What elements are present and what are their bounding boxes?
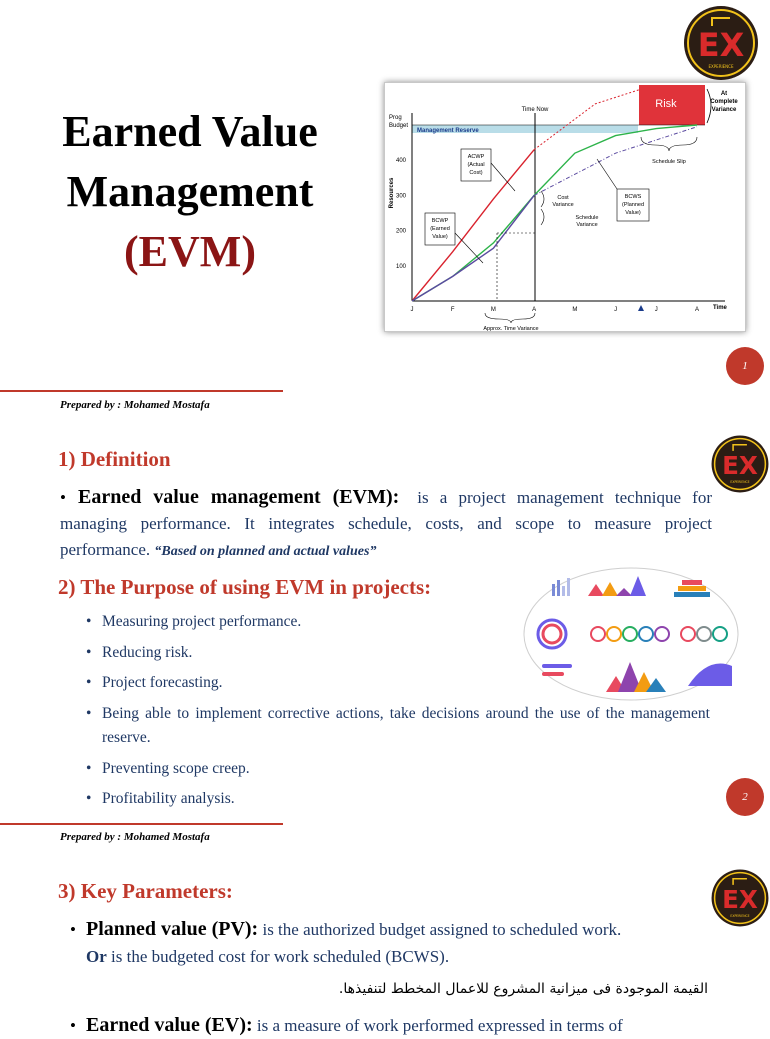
x-tick-label: J <box>654 307 658 313</box>
prepared-by: Prepared by : Mohamed Mostafa <box>60 399 210 411</box>
logo-caption: EXPERIENCE <box>708 64 734 69</box>
pv-text-2: is the budgeted cost for work scheduled (BCWS). <box>106 947 450 966</box>
ex-logo <box>710 434 770 494</box>
slide-2 <box>0 432 768 864</box>
title-line-1: Earned Value <box>62 107 318 156</box>
schedule-variance-annotation <box>541 209 598 228</box>
x-tick-label: M <box>490 307 496 313</box>
pv-or: Or <box>86 947 107 966</box>
x-tick-label: A <box>532 307 537 313</box>
list-item: • Measuring project performance. <box>86 610 506 635</box>
svg-text:Variance: Variance <box>552 202 574 208</box>
svg-text:Cost): Cost) <box>469 170 483 176</box>
definition-term: Earned value management (EVM): <box>78 486 400 508</box>
ev-paragraph <box>70 1012 714 1039</box>
svg-text:(Actual: (Actual <box>467 162 485 168</box>
pv-term: Planned value (PV): <box>86 918 259 940</box>
svg-text:BCWP: BCWP <box>431 218 449 224</box>
page-number: 2 <box>726 778 764 816</box>
marker-triangle <box>638 305 644 311</box>
svg-text:Cost: Cost <box>557 195 569 201</box>
ev-term: Earned value (EV): <box>86 1014 253 1036</box>
y-tick-label: 300 <box>396 193 407 200</box>
definition-text: is a project management technique for managing performance. It integrates schedule, costs, and scope to measure project performance. <box>60 488 712 559</box>
bullet: • <box>70 920 76 939</box>
y-tick-label: 200 <box>396 228 407 235</box>
bcws-annotation <box>597 159 649 221</box>
logo-text: EX <box>722 451 758 480</box>
evm-chart <box>384 82 746 332</box>
list-item: • Preventing scope creep. <box>86 757 710 782</box>
page-number: 1 <box>726 347 764 385</box>
logo-text: EX <box>697 26 745 64</box>
prepared-by: Prepared by : Mohamed Mostafa <box>60 831 210 843</box>
heading-key-parameters: 3) Key Parameters: <box>58 879 233 903</box>
svg-text:Complete: Complete <box>710 99 738 105</box>
bcwp-line <box>412 195 534 301</box>
logo-text: EX <box>722 885 758 914</box>
list-item: • Being able to implement corrective actions, take decisions around the use of the management reserve. <box>86 702 710 751</box>
acwp-annotation <box>461 149 515 191</box>
purpose-list <box>86 610 710 818</box>
heading-purpose: 2) The Purpose of using EVM in projects: <box>58 575 432 599</box>
page-title <box>30 102 350 282</box>
slide-1 <box>0 0 768 432</box>
prog-budget-label <box>389 115 408 129</box>
risk-label: Risk <box>655 98 677 110</box>
svg-text:Schedule: Schedule <box>575 215 599 221</box>
svg-text:BCWS: BCWS <box>624 194 642 200</box>
y-tick-label: 400 <box>396 158 407 165</box>
acwp-forecast-line <box>534 90 639 150</box>
ex-logo <box>682 4 760 82</box>
svg-text:Value): Value) <box>625 210 641 216</box>
svg-text:Schedule Slip: Schedule Slip <box>652 159 686 165</box>
list-item: • Project forecasting. <box>86 671 506 696</box>
title-line-2: Management <box>66 167 314 216</box>
bullet: • <box>70 1016 76 1035</box>
list-item: • Profitability analysis. <box>86 787 710 812</box>
x-ticks <box>411 307 700 313</box>
definition-paragraph <box>60 484 712 565</box>
x-tick-label: J <box>410 307 414 313</box>
footer-rule <box>0 823 283 825</box>
title-line-3: (EVM) <box>124 227 256 276</box>
at-complete-bracket <box>707 89 711 123</box>
pv-arabic-text: القيمة الموجودة فى ميزانية المشروع للاعمال المخطط لتنفيذها. <box>338 981 708 997</box>
svg-text:ACWP: ACWP <box>467 154 485 160</box>
at-complete-variance-label <box>710 91 738 113</box>
approx-time-variance-label: Approx. Time Variance <box>483 326 539 332</box>
logo-caption: EXPERIENCE <box>730 480 750 485</box>
svg-text:Variance: Variance <box>576 222 598 228</box>
cost-variance-annotation <box>541 191 574 208</box>
x-tick-label: J <box>614 307 618 313</box>
bcwp-annotation <box>425 213 483 263</box>
svg-text:(Planned: (Planned <box>621 202 645 208</box>
y-tick-label: 100 <box>396 263 407 270</box>
y-axis-label: Resources <box>389 177 395 209</box>
pv-text: is the authorized budget assigned to scheduled work. <box>258 920 622 939</box>
schedule-slip-annotation <box>641 137 697 165</box>
logo-caption: EXPERIENCE <box>730 914 750 919</box>
bullet: • <box>60 488 66 507</box>
svg-text:Value): Value) <box>432 234 448 240</box>
svg-text:Budget: Budget <box>389 123 409 129</box>
management-reserve-label: Management Reserve <box>417 128 479 134</box>
list-item: • Reducing risk. <box>86 641 506 666</box>
ex-logo <box>710 868 770 928</box>
svg-text:Variance: Variance <box>711 107 737 113</box>
evm-chart-svg <box>385 83 745 331</box>
footer-rule <box>0 390 283 392</box>
svg-text:(Earned: (Earned <box>430 226 450 232</box>
x-tick-label: F <box>450 307 455 313</box>
x-tick-label: A <box>694 307 700 313</box>
y-ticks <box>396 158 407 270</box>
svg-text:Prog: Prog <box>389 115 402 121</box>
heading-definition: 1) Definition <box>58 447 171 471</box>
ev-text: is a measure of work performed expressed in terms of <box>252 1016 623 1035</box>
slide-3 <box>0 864 768 1036</box>
svg-text:At: At <box>720 91 728 97</box>
pv-paragraph <box>70 916 714 970</box>
x-tick-label: M <box>572 307 578 313</box>
definition-quote: “Based on planned and actual values” <box>154 544 377 559</box>
x-axis-label: Time <box>713 305 727 311</box>
time-now-label: Time Now <box>521 107 549 113</box>
